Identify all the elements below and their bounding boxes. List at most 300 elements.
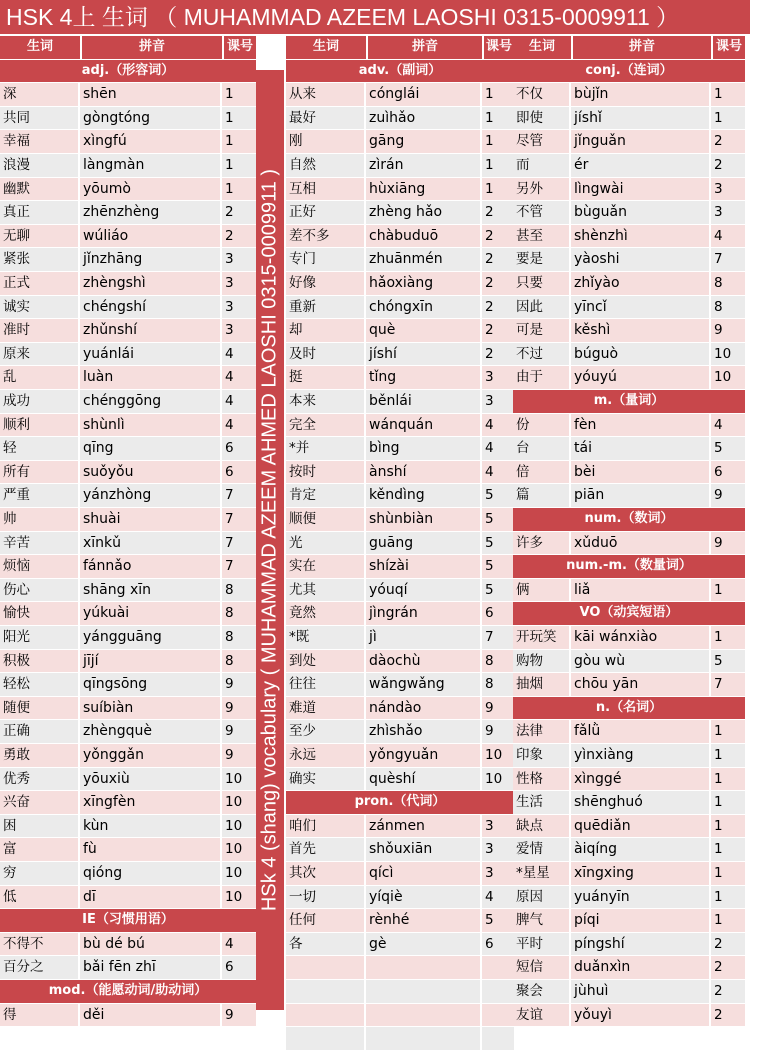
vocab-row [0,768,256,791]
lesson-cell: 1 [482,178,514,201]
lesson-cell: 5 [482,508,514,531]
pinyin-cell: xīngfèn [80,791,220,814]
pinyin-cell: dī [80,886,220,909]
lesson-cell: 1 [222,178,256,201]
word-cell: 只要 [513,272,569,295]
pinyin-cell: yǒngyuǎn [366,744,480,767]
header-lesson: 课号 [482,36,514,59]
lesson-cell: 1 [482,154,514,177]
vocab-row [286,602,514,625]
vocab-row [286,886,514,909]
word-cell: 愉快 [0,602,78,625]
vocab-row [0,956,256,979]
word-cell: 不管 [513,201,569,224]
vocab-row [0,838,256,861]
vocab-row [0,248,256,271]
vocab-row [286,650,514,673]
pinyin-cell: shùnlì [80,414,220,437]
lesson-cell: 3 [482,838,514,861]
lesson-cell: 9 [222,744,256,767]
lesson-cell: 3 [711,201,745,224]
lesson-cell: 2 [711,154,745,177]
vocab-row [513,579,745,602]
vocab-row [0,107,256,130]
word-cell: 爱情 [513,838,569,861]
header-word: 生词 [312,39,339,54]
lesson-cell: 2 [482,296,514,319]
vocab-row [0,602,256,625]
vocab-row [0,484,256,507]
pinyin-cell: zhèng hǎo [366,201,480,224]
word-cell: 自然 [286,154,364,177]
word-cell: 肯定 [286,484,364,507]
pinyin-cell: yìnxiàng [571,744,709,767]
word-cell: 倍 [513,461,569,484]
lesson-cell: 8 [711,296,745,319]
pinyin-cell: běnlái [366,390,480,413]
vocab-row [286,201,514,224]
vocab-row [286,697,514,720]
pinyin-cell: qīng [80,437,220,460]
lesson-cell: 1 [222,83,256,106]
lesson-cell: 5 [482,579,514,602]
word-cell: 光 [286,532,364,555]
vocab-row [0,366,256,389]
lesson-cell: 3 [222,248,256,271]
lesson-cell [482,980,514,1003]
pinyin-cell: shēnghuó [571,791,709,814]
lesson-cell: 9 [711,484,745,507]
lesson-cell: 3 [482,862,514,885]
pinyin-cell: kěshì [571,319,709,342]
vocab-row [286,319,514,342]
word-cell: 友谊 [513,1004,569,1027]
word-cell: 购物 [513,650,569,673]
word-cell: 生活 [513,791,569,814]
word-cell: 不得不 [0,933,78,956]
pinyin-cell: àiqíng [571,838,709,861]
word-cell: 咱们 [286,815,364,838]
vocab-row [286,909,514,932]
lesson-cell: 1 [711,720,745,743]
vocab-row [0,201,256,224]
word-cell: 轻 [0,437,78,460]
word-cell: 得 [0,1004,78,1027]
vocab-row [286,366,514,389]
vocab-row [513,886,745,909]
lesson-cell: 2 [482,272,514,295]
vocab-row [286,768,514,791]
pinyin-cell: shízài [366,555,480,578]
word-cell: 聚会 [513,980,569,1003]
word-cell [286,956,364,979]
lesson-cell: 8 [711,272,745,295]
word-cell: 无聊 [0,225,78,248]
lesson-cell: 5 [482,532,514,555]
lesson-cell: 8 [222,626,256,649]
lesson-cell: 8 [222,650,256,673]
pinyin-cell: bùjǐn [571,83,709,106]
word-cell: 往往 [286,673,364,696]
lesson-cell: 4 [711,414,745,437]
vocab-row [0,744,256,767]
vocab-row [286,720,514,743]
pinyin-cell: liǎ [571,579,709,602]
vocab-row [513,626,745,649]
pinyin-cell: yuánlái [80,343,220,366]
pinyin-cell: jǐnguǎn [571,130,709,153]
pinyin-cell: tǐng [366,366,480,389]
pinyin-cell: yàoshi [571,248,709,271]
pinyin-cell: píqi [571,909,709,932]
vocab-row [286,579,514,602]
vocab-row [286,296,514,319]
lesson-cell: 3 [482,815,514,838]
vocab-row [0,626,256,649]
pinyin-cell: hùxiāng [366,178,480,201]
pinyin-cell: wánquán [366,414,480,437]
word-cell: 抽烟 [513,673,569,696]
word-cell: 正好 [286,201,364,224]
lesson-cell: 5 [482,484,514,507]
pinyin-cell: guāng [366,532,480,555]
word-cell: 难道 [286,697,364,720]
vocab-row [0,130,256,153]
word-cell: 共同 [0,107,78,130]
pinyin-cell: yīncǐ [571,296,709,319]
pinyin-cell: qióng [80,862,220,885]
section-header: num.（数词） [513,508,745,531]
vocab-row [513,296,745,319]
vocab-row [513,744,745,767]
lesson-cell: 2 [711,980,745,1003]
pinyin-cell: fánnǎo [80,555,220,578]
vocab-row [513,933,745,956]
lesson-cell: 2 [711,956,745,979]
lesson-cell: 4 [222,343,256,366]
word-cell: 百分之 [0,956,78,979]
header-lesson: 课号 [222,36,256,59]
lesson-cell: 5 [482,555,514,578]
pinyin-cell: gòngtóng [80,107,220,130]
word-cell: 到处 [286,650,364,673]
word-cell: 最好 [286,107,364,130]
pinyin-cell: jìngrán [366,602,480,625]
pinyin-cell: shēn [80,83,220,106]
vocab-row [0,178,256,201]
lesson-cell: 8 [222,602,256,625]
word-cell: 乱 [0,366,78,389]
pinyin-cell: nándào [366,697,480,720]
lesson-cell: 2 [222,225,256,248]
vocab-row [0,673,256,696]
vocab-row [0,862,256,885]
pinyin-cell: jíshǐ [571,107,709,130]
pinyin-cell: yōumò [80,178,220,201]
pinyin-cell: zhèngquè [80,720,220,743]
lesson-cell: 9 [222,1004,256,1027]
lesson-cell: 9 [711,319,745,342]
word-cell: 任何 [286,909,364,932]
vocab-row [0,791,256,814]
word-cell: 刚 [286,130,364,153]
section-header: VO（动宾短语） [513,602,745,625]
lesson-cell: 6 [222,461,256,484]
pinyin-cell: fèn [571,414,709,437]
lesson-cell: 4 [482,461,514,484]
lesson-cell: 10 [482,744,514,767]
word-cell: 随便 [0,697,78,720]
pinyin-cell: shùnbiàn [366,508,480,531]
pinyin-cell: quēdiǎn [571,815,709,838]
lesson-cell: 7 [482,626,514,649]
vocab-row [513,83,745,106]
word-cell: 辛苦 [0,532,78,555]
lesson-cell: 3 [222,296,256,319]
vocab-row [286,390,514,413]
pinyin-cell: yánzhòng [80,484,220,507]
lesson-cell: 2 [711,1004,745,1027]
lesson-cell: 5 [711,437,745,460]
vocab-row [513,437,745,460]
pinyin-cell: làngmàn [80,154,220,177]
vocab-row [0,720,256,743]
vocab-row [286,626,514,649]
vocab-row [513,272,745,295]
pinyin-cell: rènhé [366,909,480,932]
section-header: pron.（代词） [286,791,514,814]
word-cell: 所有 [0,461,78,484]
lesson-cell: 1 [711,626,745,649]
word-cell [286,1004,364,1027]
pinyin-cell: kāi wánxiào [571,626,709,649]
vocab-row [286,343,514,366]
vocab-row [286,508,514,531]
column-header-row [0,36,256,59]
word-cell: 永远 [286,744,364,767]
lesson-cell: 2 [711,130,745,153]
header-pinyin: 拼音 [366,36,482,59]
lesson-cell: 7 [222,532,256,555]
lesson-cell: 1 [711,815,745,838]
pinyin-cell [366,1004,480,1027]
lesson-cell: 1 [711,107,745,130]
lesson-cell: 4 [482,437,514,460]
lesson-cell: 3 [711,178,745,201]
pinyin-cell: kěndìng [366,484,480,507]
vocab-row [286,956,514,979]
section-header: mod.（能愿动词/助动词） [0,980,256,1003]
vocab-row [0,272,256,295]
vocab-row [286,862,514,885]
pinyin-cell: shǒuxiān [366,838,480,861]
word-cell: 竟然 [286,602,364,625]
lesson-cell: 9 [711,532,745,555]
pinyin-cell: xīnkǔ [80,532,220,555]
word-cell: 一切 [286,886,364,909]
vocab-row [0,933,256,956]
word-cell: 脾气 [513,909,569,932]
pinyin-cell: shuài [80,508,220,531]
word-cell: 兴奋 [0,791,78,814]
vocab-row [513,107,745,130]
section-header: n.（名词） [513,697,745,720]
word-cell: 穷 [0,862,78,885]
vocab-row [513,414,745,437]
lesson-cell: 7 [222,484,256,507]
pinyin-cell [366,956,480,979]
section-header: adv.（副词） [286,60,514,83]
word-cell: 伤心 [0,579,78,602]
lesson-cell: 8 [482,673,514,696]
lesson-cell: 2 [482,248,514,271]
pinyin-cell: yóuyú [571,366,709,389]
pinyin-cell: yuányīn [571,886,709,909]
vocab-row [0,555,256,578]
lesson-cell: 9 [482,697,514,720]
word-cell: *星星 [513,862,569,885]
word-cell: 开玩笑 [513,626,569,649]
pinyin-cell: kùn [80,815,220,838]
vocab-row [0,650,256,673]
lesson-cell: 2 [711,933,745,956]
vocab-row [0,296,256,319]
vocab-row [0,83,256,106]
pinyin-cell: fù [80,838,220,861]
pinyin-cell: ànshí [366,461,480,484]
word-cell: 短信 [513,956,569,979]
vocab-row [286,130,514,153]
pinyin-cell: chōu yān [571,673,709,696]
pinyin-cell: chénggōng [80,390,220,413]
section-header: adj.（形容词） [0,60,256,83]
word-cell: 烦恼 [0,555,78,578]
word-cell: 阳光 [0,626,78,649]
lesson-cell: 2 [482,225,514,248]
word-cell: 困 [0,815,78,838]
pinyin-cell: bǎi fēn zhī [80,956,220,979]
pinyin-cell: děi [80,1004,220,1027]
word-cell: 份 [513,414,569,437]
word-cell: 其次 [286,862,364,885]
lesson-cell: 1 [222,130,256,153]
lesson-cell [482,1004,514,1027]
pinyin-cell: qícì [366,862,480,885]
lesson-cell: 10 [222,815,256,838]
pinyin-cell: píngshí [571,933,709,956]
lesson-cell: 9 [222,697,256,720]
header-word: 生词 [528,39,555,54]
lesson-cell: 3 [222,272,256,295]
pinyin-cell: gāng [366,130,480,153]
vocab-row [286,107,514,130]
lesson-cell: 1 [711,579,745,602]
vocab-row [286,437,514,460]
pinyin-cell: gòu wù [571,650,709,673]
vocab-row [0,390,256,413]
pinyin-cell: jùhuì [571,980,709,1003]
vocab-row [513,791,745,814]
lesson-cell: 10 [482,768,514,791]
pinyin-cell: xǔduō [571,532,709,555]
lesson-cell: 1 [711,838,745,861]
lesson-cell: 10 [711,343,745,366]
vocab-row [286,815,514,838]
lesson-cell: 2 [482,343,514,366]
word-cell: 首先 [286,838,364,861]
lesson-cell: 1 [711,768,745,791]
vocab-row [286,225,514,248]
lesson-cell: 6 [222,437,256,460]
pinyin-cell: zìrán [366,154,480,177]
lesson-cell: 6 [711,461,745,484]
word-cell: 本来 [286,390,364,413]
pinyin-cell: wúliáo [80,225,220,248]
vocab-row [286,744,514,767]
lesson-cell: 3 [222,319,256,342]
lesson-cell: 4 [482,886,514,909]
pinyin-cell: bìng [366,437,480,460]
pinyin-cell: bèi [571,461,709,484]
pinyin-cell: yóuqí [366,579,480,602]
word-cell: 另外 [513,178,569,201]
vocab-row [0,225,256,248]
vocab-row [286,980,514,1003]
word-cell: 富 [0,838,78,861]
lesson-cell: 5 [711,650,745,673]
word-cell: 挺 [286,366,364,389]
pinyin-cell: zhǐyào [571,272,709,295]
word-cell: 顺利 [0,414,78,437]
pinyin-cell: bùguǎn [571,201,709,224]
vocab-row [286,154,514,177]
word-cell: 要是 [513,248,569,271]
lesson-cell: 10 [222,862,256,885]
vocab-row [513,154,745,177]
header-pinyin: 拼音 [571,36,711,59]
lesson-cell: 6 [222,956,256,979]
vocab-row [286,838,514,861]
lesson-cell: 4 [482,414,514,437]
vocab-row [513,366,745,389]
pinyin-cell: zánmen [366,815,480,838]
lesson-cell [482,1027,514,1050]
word-cell: 印象 [513,744,569,767]
pinyin-cell [366,1027,480,1050]
pinyin-cell: jíshí [366,343,480,366]
word-cell: 因此 [513,296,569,319]
vocab-row [513,484,745,507]
vocab-row [513,720,745,743]
lesson-cell: 3 [482,366,514,389]
lesson-cell: 1 [711,791,745,814]
pinyin-cell: xīngxing [571,862,709,885]
vocab-row [0,154,256,177]
lesson-cell: 1 [482,130,514,153]
word-cell: 低 [0,886,78,909]
word-cell: 实在 [286,555,364,578]
pinyin-cell: tái [571,437,709,460]
lesson-cell: 9 [222,673,256,696]
word-cell: 可是 [513,319,569,342]
vocab-row [286,532,514,555]
lesson-cell: 10 [222,791,256,814]
word-cell: 专门 [286,248,364,271]
lesson-cell: 1 [222,154,256,177]
pinyin-cell: yōuxiù [80,768,220,791]
section-header: conj.（连词） [513,60,745,83]
pinyin-cell: fǎlǜ [571,720,709,743]
